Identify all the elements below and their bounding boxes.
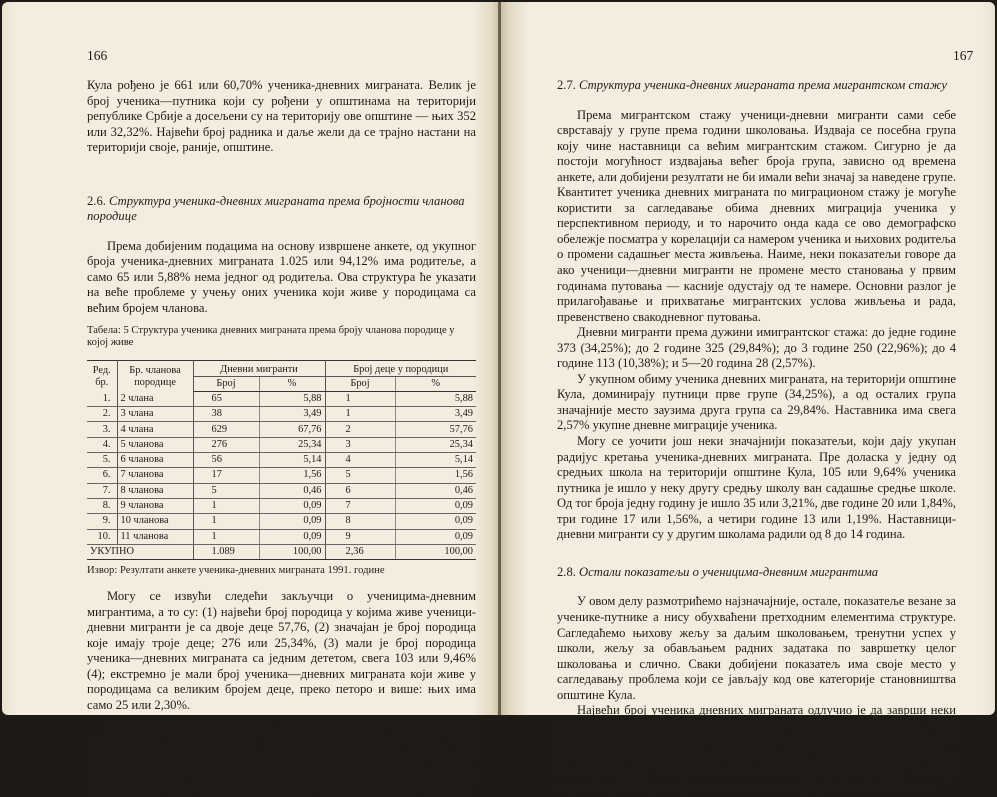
row-members: 2 члана bbox=[117, 391, 193, 406]
row-members: 6 чланова bbox=[117, 453, 193, 468]
body-paragraph: Могу се уочити још неки значајнији показатељи, који дају укупан радијус кретања ученика-дневних миграната. Пре доласка у једну од средњих школа на територији општине Кула, 105 или 9,64% ученика путника је ишло у неку другу средњу школу ван садашње средње школе. Од тог броја једну годину је ишло 35 или 3,21%, две године 20 или 1,84%, три године 17 или 1,56%, а четири године 13 или 1,19%. Наставници-дневни мигранти су у другим школама радили од 8 до 14 година. bbox=[557, 434, 956, 543]
col-header-no: Ред. бр. bbox=[87, 360, 117, 391]
row-pct2: 57,76 bbox=[395, 422, 476, 437]
row-pct2: 0,09 bbox=[395, 514, 476, 529]
group-header-migrants: Дневни мигранти bbox=[193, 360, 325, 376]
row-pct: 0,09 bbox=[259, 514, 325, 529]
row-count: 5 bbox=[193, 483, 259, 498]
section-heading-2-8 bbox=[557, 565, 956, 581]
table-row bbox=[87, 468, 476, 483]
row-number: 10. bbox=[87, 529, 117, 544]
row-number: 1. bbox=[87, 391, 117, 406]
body-paragraph: Према мигрантском стажу ученици-дневни мигранти сами себе сврставају у групе према години школовања. Издваја се посебна група коју чине наставници са већим мигрантским стажом. Сигурно је да постоји могућност издвајања већег броја група, зависно од времена анкете, али добијени резултати не би имали већи значај за наведене групе. Квантитет ученика дневних миграната по миграционом стажу је могуће користити за сагледавање обима дневних миграција ученика у перспективном периоду, и то нарочито онда када се ово демографско обележје посматра у корелацији са намером ученика и њихових родитеља о промени садашњег места живљења. Наиме, неки показатељи говоре да ако ученици—дневни мигранти не промене место становања у првим годинама путовања — касније одустају од те намере. Основни разлог је прилагођавање и прихватање мигрантских услова живљења и рада, превенствено свакодневног путовања. bbox=[557, 108, 956, 326]
row-members: 11 чланова bbox=[117, 529, 193, 544]
section-title: Структура ученика-дневних миграната према бројности чланова породице bbox=[87, 194, 465, 224]
table-row bbox=[87, 498, 476, 513]
table-source: Извор: Резултати анкете ученика-дневних миграната 1991. године bbox=[87, 565, 476, 576]
row-children: 6 bbox=[325, 483, 395, 498]
row-count: 1 bbox=[193, 514, 259, 529]
row-children: 1 bbox=[325, 407, 395, 422]
table-body bbox=[87, 391, 476, 544]
row-pct2: 0,09 bbox=[395, 498, 476, 513]
body-paragraph: Највећи број ученика дневних миграната одлучио је да заврши неки факултет и стекне високу стручну спрему; њих је 436 или 40,04%. Оних који се још нису одлучили о даљем школовању релативно је велик број — 247 или 22,68%. Евидентно је мали број оних који желе да заврше само започету средњу школу: 201 или 18,46%. Од факултета које желе да заврше највише су интересантни економски факултет са 7,62%, поло- bbox=[557, 703, 956, 796]
section-title: Структура ученика-дневних миграната према мигрантском стажу bbox=[579, 78, 947, 92]
col-header-count: Број bbox=[193, 376, 259, 391]
total-pct: 100,00 bbox=[259, 544, 325, 559]
row-pct: 67,76 bbox=[259, 422, 325, 437]
table-row bbox=[87, 453, 476, 468]
row-children: 3 bbox=[325, 437, 395, 452]
table-row bbox=[87, 483, 476, 498]
body-paragraph: Према добијеним подацима на основу извршене анкете, од укупног броја ученика-дневних миграната 1.025 или 94,12% има родитеље, а само 65 или 5,88% нема једног од родитеља. Ова структура ће указати на веће проблеме у учењу оних ученика који живе у породицама са већим бројем чланова. bbox=[87, 239, 476, 317]
row-members: 10 чланова bbox=[117, 514, 193, 529]
body-paragraph: Дневни мигранти према дужини имигрантског стажа: до једне године 373 (34,25%); до 2 године 325 (29,84%); до 3 године 250 (22,96%); до 4 године 113 (10,38%); и 5—20 година 28 (2,57%). bbox=[557, 325, 956, 372]
intro-paragraph: Кула рођено је 661 или 60,70% ученика-дневних миграната. Велик је број ученика—путника који су рођени у општинама на територији републике Србије а досељени су на територију ове општине — њих 352 или 32,32%. Највећи број радника и даље жели да се трајно настани на територији своје, раније, општине. bbox=[87, 78, 476, 156]
row-number: 6. bbox=[87, 468, 117, 483]
table-row bbox=[87, 391, 476, 406]
row-pct2: 0,09 bbox=[395, 529, 476, 544]
row-pct: 5,88 bbox=[259, 391, 325, 406]
row-members: 5 чланова bbox=[117, 437, 193, 452]
row-number: 2. bbox=[87, 407, 117, 422]
row-pct2: 5,88 bbox=[395, 391, 476, 406]
row-count: 276 bbox=[193, 437, 259, 452]
total-children: 2,36 bbox=[325, 544, 395, 559]
section-title: Остали показатељи о ученицима-дневним мигрантима bbox=[579, 565, 878, 579]
total-pct2: 100,00 bbox=[395, 544, 476, 559]
col-header-pct: % bbox=[259, 376, 325, 391]
row-count: 56 bbox=[193, 453, 259, 468]
row-children: 9 bbox=[325, 529, 395, 544]
body-paragraph: Могу се извући следећи закључци о ученицима-дневним мигрантима, а то су: (1) највећи број породица у којима живе ученици-дневни мигранти је са двоје деце 57,76, (2) значајан је број породица које имају троје деце; 276 или 25,34%, (3) мали је број породица ученика—дневних миграната са једним дететом, свега 103 или 9,46% (4); екстремно је мали број ученика—дневних миграната који живе у породицама са великим бројем деце, преко петоро и више: њих има само 25 или 2,30%. bbox=[87, 589, 476, 713]
row-count: 629 bbox=[193, 422, 259, 437]
row-children: 2 bbox=[325, 422, 395, 437]
row-count: 1 bbox=[193, 529, 259, 544]
left-page bbox=[2, 2, 498, 715]
row-pct: 1,56 bbox=[259, 468, 325, 483]
row-pct: 0,09 bbox=[259, 529, 325, 544]
row-pct: 0,09 bbox=[259, 498, 325, 513]
section-number: 2.7. bbox=[557, 78, 576, 92]
page-number-left: 166 bbox=[87, 48, 107, 64]
row-members: 7 чланова bbox=[117, 468, 193, 483]
total-label: УКУПНО bbox=[87, 544, 193, 559]
group-header-children: Број деце у породици bbox=[325, 360, 476, 376]
row-members: 4 члана bbox=[117, 422, 193, 437]
row-pct2: 25,34 bbox=[395, 437, 476, 452]
table-row bbox=[87, 437, 476, 452]
row-children: 7 bbox=[325, 498, 395, 513]
left-page-content bbox=[87, 78, 476, 797]
row-count: 17 bbox=[193, 468, 259, 483]
book-spread bbox=[2, 2, 995, 715]
right-page-content bbox=[557, 78, 956, 797]
table-total-row bbox=[87, 544, 476, 559]
row-pct2: 3,49 bbox=[395, 407, 476, 422]
row-children: 1 bbox=[325, 391, 395, 406]
col-header-pct2: % bbox=[395, 376, 476, 391]
total-count: 1.089 bbox=[193, 544, 259, 559]
row-pct2: 1,56 bbox=[395, 468, 476, 483]
body-paragraph: Према добијеним резултатима, просечан број деце у породицама у којима живе ученици-дневни мигранти је 2,36 (двоје деце). Овај податак говори да је присутно старење становништва на територији ове општине. Има зато више разлога а најважнији су: економска ситуација и традиција коју су досељеници попримили од аутохтоног становништва. bbox=[87, 720, 476, 797]
row-children: 4 bbox=[325, 453, 395, 468]
section-number: 2.6. bbox=[87, 194, 106, 208]
table-caption: Табела: 5 Структура ученика дневних миграната према броју чланова породице у којој живе bbox=[87, 325, 476, 350]
table-row bbox=[87, 422, 476, 437]
row-number: 9. bbox=[87, 514, 117, 529]
page-number-right: 167 bbox=[953, 48, 973, 64]
row-members: 3 члана bbox=[117, 407, 193, 422]
body-paragraph: У укупном обиму ученика дневних миграната, на територији општине Кула, доминирају путници прве групе (34,25%), а од осталих група значајније место заузима друга група са 29,84%. Наставника има свега 2,57% укупне дневне миграције ученика. bbox=[557, 372, 956, 434]
row-number: 8. bbox=[87, 498, 117, 513]
row-pct2: 5,14 bbox=[395, 453, 476, 468]
row-pct: 3,49 bbox=[259, 407, 325, 422]
body-paragraph: У овом делу размотрићемо најзначајније, остале, показатеље везане за ученике-путнике а нису обухваћени претходним елементима структуре. Сагледаћемо њихову жељу за даљим школовањем, тренутни успех у школи, жељу за обављањем радних задатака по завршетку целог школовања и слично. Сваки добијени показатељ има своје место у сагледавању проблема који се јављају код ове категорије становништва општине Кула. bbox=[557, 594, 956, 703]
row-count: 1 bbox=[193, 498, 259, 513]
right-page bbox=[501, 2, 995, 715]
row-children: 8 bbox=[325, 514, 395, 529]
family-structure-table bbox=[87, 360, 476, 561]
row-number: 7. bbox=[87, 483, 117, 498]
table-row bbox=[87, 529, 476, 544]
section-heading-2-7 bbox=[557, 78, 956, 94]
row-pct2: 0,46 bbox=[395, 483, 476, 498]
row-members: 9 чланова bbox=[117, 498, 193, 513]
row-count: 65 bbox=[193, 391, 259, 406]
row-number: 3. bbox=[87, 422, 117, 437]
row-pct: 25,34 bbox=[259, 437, 325, 452]
row-count: 38 bbox=[193, 407, 259, 422]
section-heading-2-6 bbox=[87, 194, 476, 225]
row-children: 5 bbox=[325, 468, 395, 483]
row-number: 4. bbox=[87, 437, 117, 452]
row-pct: 0,46 bbox=[259, 483, 325, 498]
table-row bbox=[87, 407, 476, 422]
row-number: 5. bbox=[87, 453, 117, 468]
section-number: 2.8. bbox=[557, 565, 576, 579]
col-header-members: Бр. чланова породице bbox=[117, 360, 193, 391]
row-pct: 5,14 bbox=[259, 453, 325, 468]
table-row bbox=[87, 514, 476, 529]
col-header-count2: Број bbox=[325, 376, 395, 391]
row-members: 8 чланова bbox=[117, 483, 193, 498]
